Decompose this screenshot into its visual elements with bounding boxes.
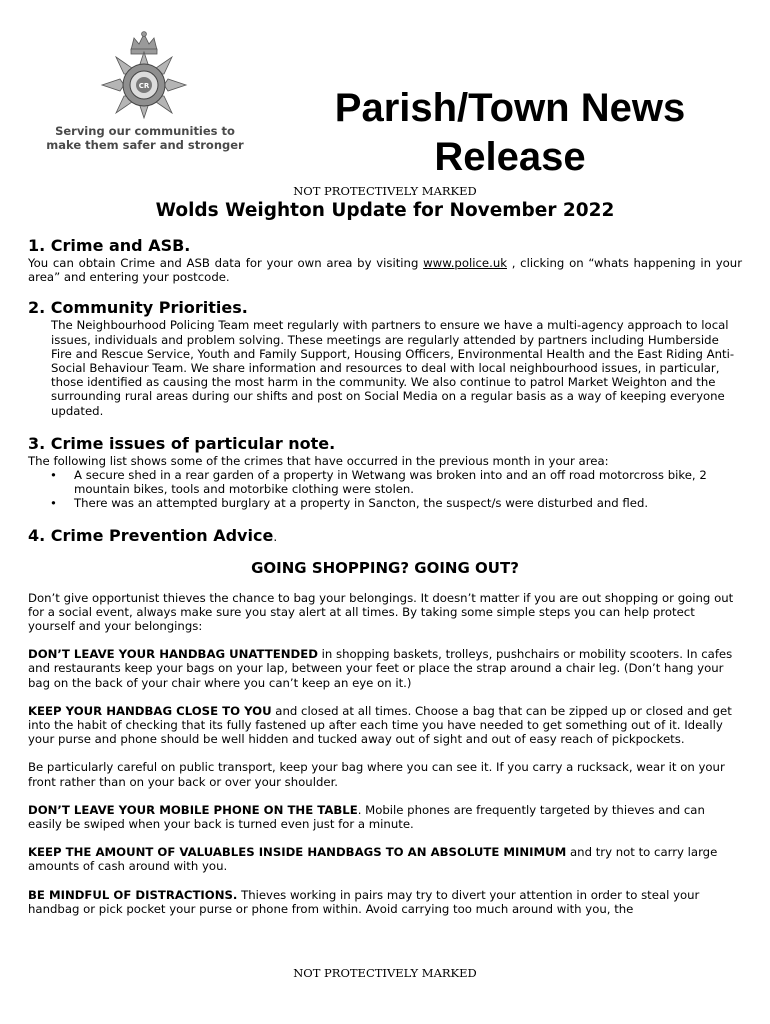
advice-tip-text: . Mobile phones are frequently targeted by thieves and can easily be swiped when your back is turned even just for a minute.	[28, 802, 705, 832]
protective-marking-bottom: NOT PROTECTIVELY MARKED	[293, 966, 477, 980]
advice-tip-text: and closed at all times. Choose a bag that can be zipped up or closed and get into the habit of checking that its fully fastened up after each time you have needed to get something out of it. Ideally your purse and phone should be well hidden and tucked away out of sight and out of easy reach of pickpockets.	[28, 703, 732, 747]
section-crime-asb-text	[28, 256, 742, 284]
section-crime-asb-text-start: You can obtain Crime and ASB data for your own area by visiting	[28, 256, 424, 270]
svg-text:CR: CR	[138, 82, 150, 90]
police-uk-link[interactable]: www.police.uk	[423, 256, 507, 270]
section-crime-issues-intro: The following list shows some of the crimes that have occurred in the previous month in your area:	[28, 453, 609, 468]
advice-tip	[28, 704, 742, 747]
list-item	[50, 496, 742, 511]
section-heading-crime-prevention-suffix: .	[273, 529, 278, 544]
police-crest-logo	[96, 30, 192, 122]
advice-tip	[28, 845, 742, 873]
section-heading-crime-prevention-text: 4. Crime Prevention Advice	[28, 525, 274, 545]
section-heading-crime-prevention	[28, 526, 742, 547]
advice-tip-text: Thieves working in pairs may try to divert your attention in order to steal your handbag or pick pocket your purse or phone from within. Avoid carrying too much around with you, the	[28, 887, 700, 916]
section-community-priorities-text: The Neighbourhood Policing Team meet regularly with partners to ensure we have a multi-agency approach to local issues, individuals and problem solving. These meetings are regularly attended by partners including Humberside Fire and Rescue Service, Youth and Family Support, Housing Officers, Environmental Health and the East Riding Anti-Social Behaviour Team. We share information and resources to deal with local neighbourhood issues, in particular, those identified as causing the most harm in the community. We also continue to patrol Market Weighton and the surrounding rural areas during our shifts and post on Social Media on a regular basis as a way of keeping everyone updated.	[51, 318, 735, 418]
crime-issues-list	[28, 468, 742, 511]
advice-tip-text: in shopping baskets, trolleys, pushchairs or mobility scooters. In cafes and restaurants keep your bags on your lap, between your feet or place the strap around a chair leg. (Don’t hang your bag on the back of your chair where you can’t keep an eye on it.)	[28, 647, 733, 690]
advice-tip	[28, 888, 742, 916]
advice-tip-heading: DON’T LEAVE YOUR HANDBAG UNATTENDED	[28, 647, 318, 662]
advice-tip-heading: BE MINDFUL OF DISTRACTIONS.	[28, 887, 238, 902]
list-item-text: There was an attempted burglary at a property in Sancton, the suspect/s were disturbed and fled.	[74, 496, 649, 511]
advice-tip-text: and try not to carry large amounts of cash around with you.	[28, 845, 718, 874]
section-heading-crime-issues: 3. Crime issues of particular note.	[28, 433, 336, 453]
advice-intro: Don’t give opportunist thieves the chance to bag your belongings. It doesn’t matter if you are out shopping or going out for a social event, always make sure you stay alert at all times. By taking some simple steps you can help protect yourself and your belongings:	[28, 590, 734, 634]
list-item	[50, 468, 742, 497]
page-title: Parish/Town News Release	[334, 86, 686, 179]
list-item-text: A secure shed in a rear garden of a property in Wetwang was broken into and an off road motorcross bike, 2 mountain bikes, tools and motorbike clothing were stolen.	[74, 468, 707, 497]
advice-tip	[28, 803, 742, 831]
tagline: Serving our communities to make them safer and stronger	[46, 124, 244, 152]
advice-tip	[28, 760, 742, 788]
advice-tip-heading: KEEP YOUR HANDBAG CLOSE TO YOU	[28, 703, 272, 718]
advice-tip-text: Be particularly careful on public transport, keep your bag where you can see it. If you carry a rucksack, wear it on your front rather than on your back or over your shoulder.	[28, 760, 725, 789]
section-heading-community-priorities: 2. Community Priorities.	[28, 298, 248, 318]
document-title: Wolds Weighton Update for November 2022	[155, 200, 615, 221]
section-heading-crime-asb: 1. Crime and ASB.	[28, 236, 191, 255]
document-body	[28, 236, 742, 916]
bullet-icon: •	[50, 496, 57, 511]
advice-tip	[28, 647, 742, 690]
advice-tip-heading: KEEP THE AMOUNT OF VALUABLES INSIDE HANDBAGS TO AN ABSOLUTE MINIMUM	[28, 845, 567, 860]
protective-marking-top: NOT PROTECTIVELY MARKED	[293, 184, 477, 198]
bullet-icon: •	[50, 468, 57, 483]
advice-tip-heading: DON’T LEAVE YOUR MOBILE PHONE ON THE TABLE	[28, 802, 358, 817]
section-crime-asb-text-end: , clicking on “whats happening in your area” and entering your postcode.	[28, 256, 742, 285]
advice-subheading: GOING SHOPPING? GOING OUT?	[251, 558, 519, 577]
